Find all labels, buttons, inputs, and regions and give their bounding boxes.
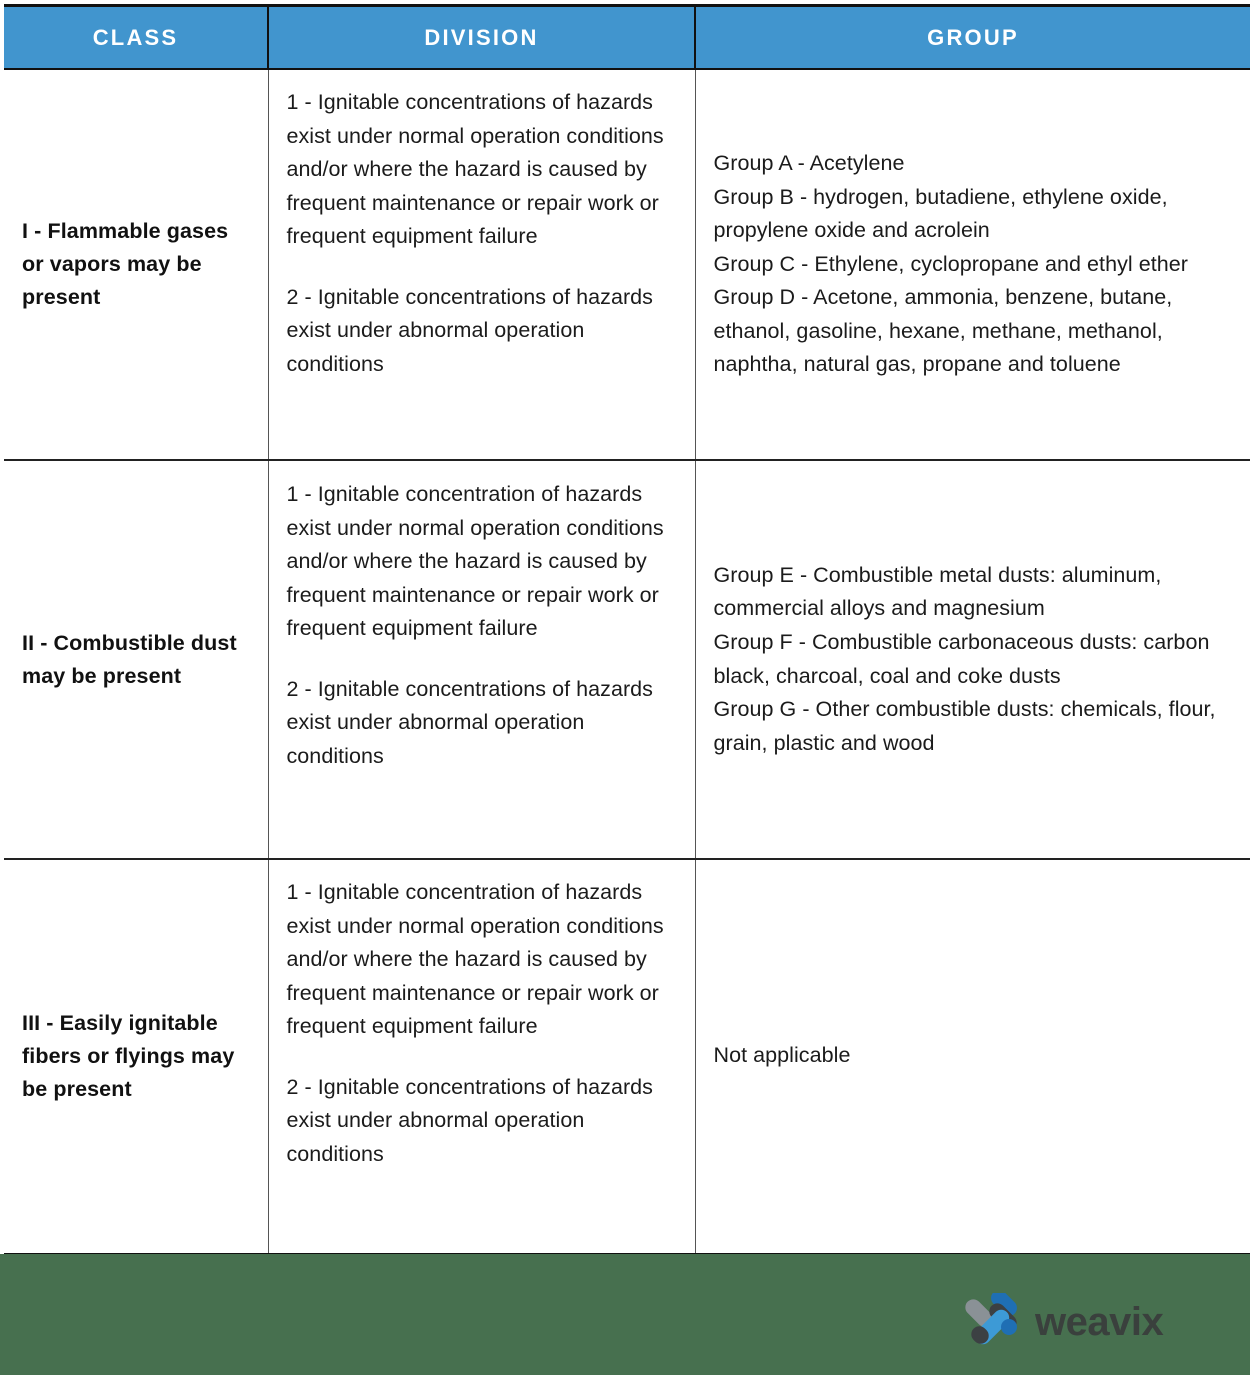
cell-division-3 xyxy=(268,859,695,1254)
class-label-1: I - Flammable gases or vapors may be present xyxy=(22,219,229,309)
division-item-2: 2 - Ignitable concentrations of hazards exist under abnormal operation conditions xyxy=(286,676,653,768)
column-header-group: GROUP xyxy=(695,6,1250,70)
table-row xyxy=(4,859,1250,1254)
svg-text:weavix: weavix xyxy=(1035,1301,1164,1344)
cell-class-2 xyxy=(4,460,268,859)
class-label-2: II - Combustible dust may be present xyxy=(22,630,237,688)
table-header xyxy=(4,6,1250,70)
group-content-3 xyxy=(696,1025,1250,1087)
division-item-2: 2 - Ignitable concentrations of hazards exist under abnormal operation conditions xyxy=(286,284,653,376)
table-body xyxy=(4,69,1250,1254)
cell-group-2 xyxy=(695,460,1250,859)
header-row xyxy=(4,6,1250,70)
cell-division-2 xyxy=(268,460,695,859)
classification-table xyxy=(4,4,1250,1256)
division-content-1 xyxy=(269,70,695,395)
group-content-2 xyxy=(696,545,1250,774)
group-line: Group F - Combustible carbonaceous dusts: carbon black, charcoal, coal and coke dusts xyxy=(713,629,1210,688)
cell-group-3 xyxy=(695,859,1250,1254)
cell-division-1 xyxy=(268,69,695,460)
cell-group-1 xyxy=(695,69,1250,460)
table-row xyxy=(4,460,1250,859)
cell-class-1 xyxy=(4,69,268,460)
class-label-3: III - Easily ignitable fibers or flyings may be present xyxy=(22,1011,235,1101)
group-content-1 xyxy=(696,133,1250,396)
group-line: Group A - Acetylene xyxy=(713,151,905,176)
group-line: Not applicable xyxy=(713,1043,851,1068)
group-line: Group G - Other combustible dusts: chemicals, flour, grain, plastic and wood xyxy=(713,697,1216,755)
column-header-division: DIVISION xyxy=(268,6,695,70)
division-content-2 xyxy=(269,461,695,787)
division-item-1: 1 - Ignitable concentrations of hazards exist under normal operation conditions and/or where the hazard is caused by frequent maintenance or repair work or frequent equipment failure xyxy=(286,90,664,249)
division-item-1: 1 - Ignitable concentration of hazards exist under normal operation conditions and/or where the hazard is caused by frequent maintenance or repair work or frequent equipment failure xyxy=(286,482,664,641)
division-item-2: 2 - Ignitable concentrations of hazards exist under abnormal operation conditions xyxy=(286,1074,653,1166)
table-row xyxy=(4,69,1250,460)
division-item-1: 1 - Ignitable concentration of hazards exist under normal operation conditions and/or where the hazard is caused by frequent maintenance or repair work or frequent equipment failure xyxy=(286,880,664,1039)
weavix-wordmark xyxy=(1035,1301,1198,1345)
group-line: Group E - Combustible metal dusts: aluminum, commercial alloys and magnesium xyxy=(713,562,1162,621)
group-line: Group C - Ethylene, cyclopropane and ethyl ether xyxy=(713,251,1188,276)
weavix-logo xyxy=(961,1293,1198,1353)
group-line: Group D - Acetone, ammonia, benzene, butane, ethanol, gasoline, hexane, methane, methanol, naphtha, natural gas, propane and toluene xyxy=(713,285,1173,377)
hazardous-location-classification-table xyxy=(4,4,1250,1252)
group-line: Group B - hydrogen, butadiene, ethylene oxide, propylene oxide and acrolein xyxy=(713,184,1168,243)
division-content-3 xyxy=(269,860,695,1185)
cell-class-3 xyxy=(4,859,268,1254)
weavix-mark-icon xyxy=(961,1293,1023,1353)
column-header-class: CLASS xyxy=(4,6,268,70)
